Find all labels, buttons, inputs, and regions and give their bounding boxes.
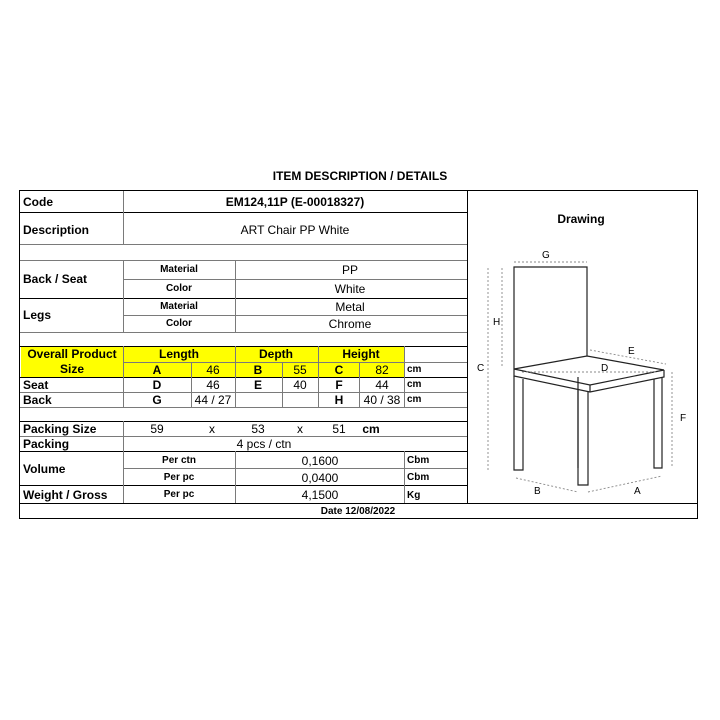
- length-label: Length: [159, 347, 199, 361]
- volume-per-ctn-unit: Cbm: [407, 455, 430, 466]
- packing-label: Packing: [23, 437, 70, 451]
- legs-color: Chrome: [328, 317, 372, 331]
- seat-label: Seat: [23, 378, 49, 392]
- legs-color-label: Color: [165, 318, 193, 329]
- a-value: 46: [206, 363, 220, 377]
- legs-material: Metal: [335, 300, 365, 314]
- back-seat-label: Back / Seat: [23, 272, 88, 286]
- drawing-label: Drawing: [557, 212, 605, 226]
- back-seat-color: White: [334, 282, 366, 296]
- document-title: ITEM DESCRIPTION / DETAILS: [272, 169, 448, 183]
- g-label: G: [152, 393, 162, 407]
- chair-drawing: [468, 240, 696, 504]
- c-value: 82: [375, 363, 389, 377]
- g-value: 44 / 27: [194, 393, 232, 407]
- code-label: Code: [23, 195, 53, 209]
- packing-size-label: Packing Size: [23, 422, 97, 436]
- volume-per-ctn-label: Per ctn: [162, 455, 196, 466]
- description-value: ART Chair PP White: [240, 223, 350, 237]
- code-value: EM124,11P (E-00018327): [225, 195, 365, 209]
- drawing-letter-a: A: [634, 486, 641, 497]
- back-label: Back: [23, 393, 52, 407]
- packing-size-x2: x: [297, 422, 303, 436]
- b-value: 55: [293, 363, 307, 377]
- weight-unit: Kg: [407, 490, 421, 501]
- h-label: H: [334, 393, 344, 407]
- description-label: Description: [23, 223, 90, 237]
- c-label: C: [334, 363, 344, 377]
- volume-per-pc: 0,0400: [301, 471, 339, 485]
- overall-label-2: Size: [59, 362, 85, 376]
- packing-size-v3: 51: [332, 422, 346, 436]
- drawing-letter-e: E: [628, 346, 635, 357]
- back-seat-color-label: Color: [165, 283, 193, 294]
- h-value: 40 / 38: [363, 393, 401, 407]
- seat-unit: cm: [407, 379, 422, 390]
- a-label: A: [152, 363, 162, 377]
- d-label: D: [152, 378, 162, 392]
- overall-unit: cm: [407, 364, 422, 375]
- back-seat-material: PP: [341, 263, 359, 277]
- packing-size-v1: 59: [150, 422, 164, 436]
- legs-material-label: Material: [160, 301, 198, 312]
- overall-label-1: Overall Product: [27, 347, 117, 361]
- volume-per-pc-label: Per pc: [163, 472, 195, 483]
- back-seat-material-label: Material: [160, 264, 198, 275]
- volume-label: Volume: [23, 462, 66, 476]
- drawing-letter-b: B: [534, 486, 541, 497]
- volume-per-pc-unit: Cbm: [407, 472, 430, 483]
- weight-label: Weight / Gross: [23, 488, 108, 502]
- weight-value: 4,1500: [301, 488, 339, 502]
- depth-label: Depth: [259, 347, 293, 361]
- packing-value: 4 pcs / ctn: [236, 437, 292, 451]
- drawing-letter-f: F: [680, 413, 687, 424]
- d-value: 46: [206, 378, 220, 392]
- document-date: Date 12/08/2022: [320, 506, 396, 517]
- e-label: E: [253, 378, 263, 392]
- packing-size-unit: cm: [362, 422, 380, 436]
- height-label: Height: [342, 347, 380, 361]
- drawing-letter-h: H: [493, 317, 501, 328]
- legs-label: Legs: [23, 308, 52, 322]
- b-label: B: [253, 363, 263, 377]
- drawing-letter-g: G: [542, 250, 550, 261]
- packing-size-x1: x: [209, 422, 215, 436]
- volume-per-ctn: 0,1600: [301, 454, 339, 468]
- e-value: 40: [293, 378, 307, 392]
- drawing-letter-d: D: [601, 363, 609, 374]
- drawing-letter-c: C: [477, 363, 485, 374]
- back-unit: cm: [407, 394, 422, 405]
- f-value: 44: [375, 378, 389, 392]
- weight-per-pc-label: Per pc: [163, 489, 195, 500]
- packing-size-v2: 53: [251, 422, 265, 436]
- f-label: F: [335, 378, 343, 392]
